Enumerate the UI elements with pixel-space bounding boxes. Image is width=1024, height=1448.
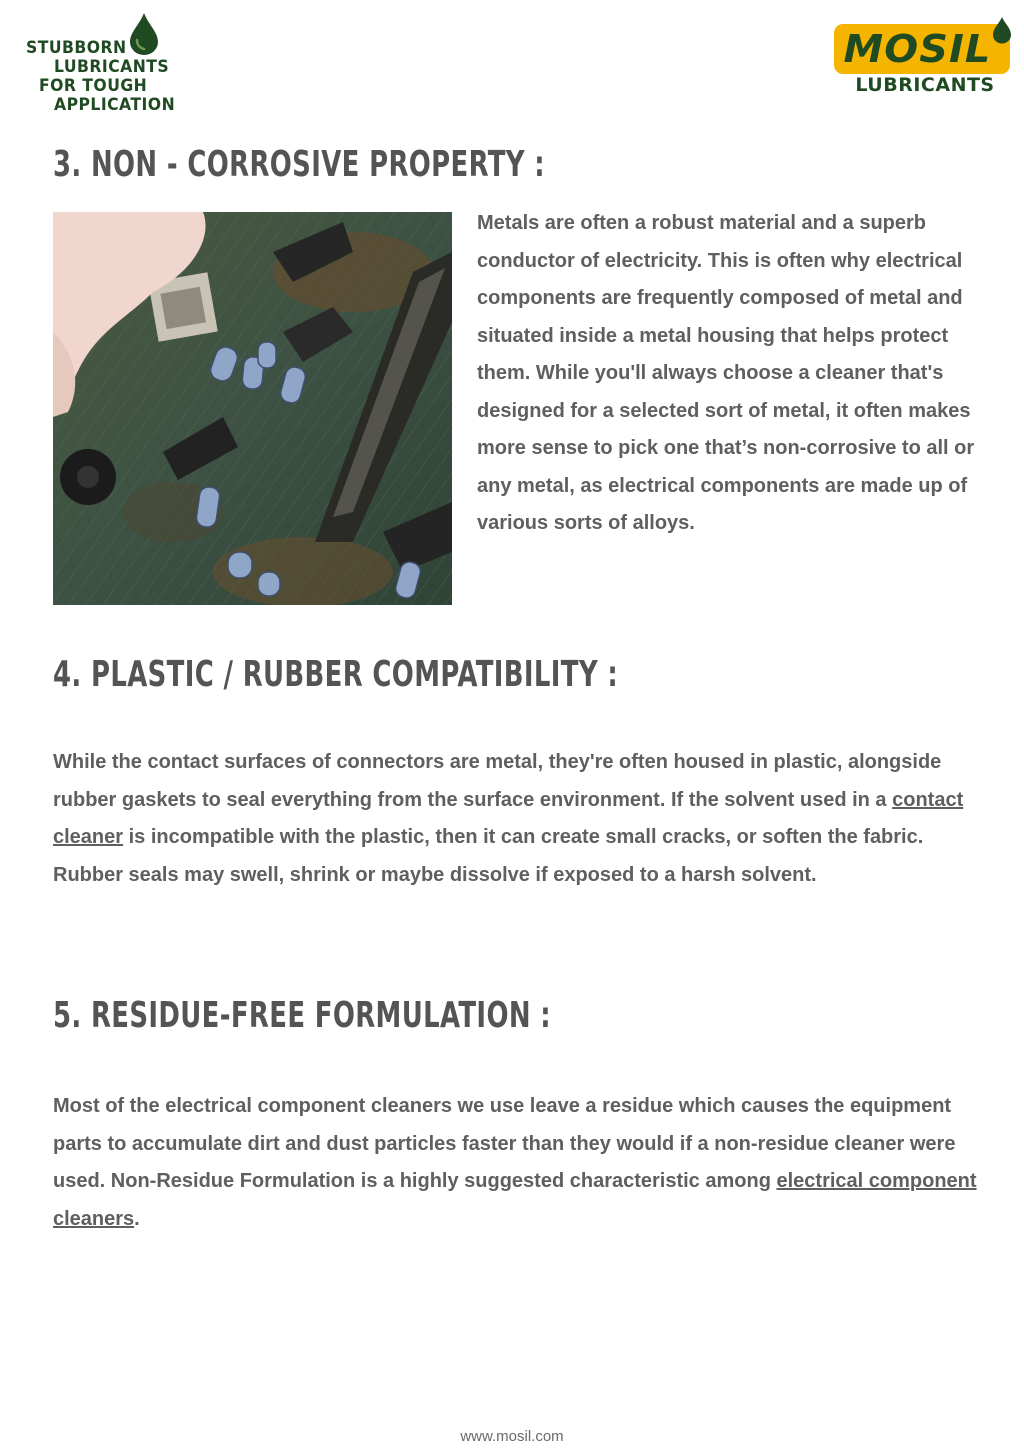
footer-url[interactable]: www.mosil.com [460, 1428, 564, 1445]
paragraph-text: Most of the electrical component cleaners we use leave a residue which causes the equipment parts to accumulate dirt and dust particles faster than they would if a non-residue cleaner were used. Non-Residue Formulation is a highly suggested characteristic among [53, 1095, 956, 1192]
brand-name: MOSIL [843, 27, 991, 71]
electrical-component-cleaners-link[interactable]: electrical component cleaners [53, 1170, 977, 1230]
section-text-plastic-rubber [53, 744, 993, 894]
tagline-line-4: APPLICATION [54, 95, 176, 115]
brand-subtitle: LUBRICANTS [855, 74, 995, 96]
section-heading-plastic-rubber: 4. PLASTIC / RUBBER COMPATIBILITY : [53, 654, 619, 695]
section-heading-residue-free: 5. RESIDUE-FREE FORMULATION : [53, 995, 552, 1036]
contact-cleaner-link[interactable]: contact cleaner [53, 788, 964, 848]
oil-drop-icon [128, 12, 160, 56]
mosil-logo[interactable] [832, 16, 1014, 96]
oil-drop-icon [992, 16, 1012, 44]
tagline-line-3: FOR TOUGH [39, 76, 148, 96]
section-text-residue-free [53, 1088, 998, 1238]
tagline-logo [26, 12, 201, 115]
section-heading-non-corrosive: 3. NON - CORROSIVE PROPERTY : [53, 144, 546, 185]
mosil-logo-badge [834, 24, 1010, 74]
tagline-line-2: LUBRICANTS [54, 57, 170, 77]
section-text-non-corrosive: Metals are often a robust material and a superb conductor of electricity. This is often why electrical components are frequently composed of metal and situated inside a metal housing that helps protect them. While you'll always choose a cleaner that's designed for a selected sort of metal, it often makes more sense to pick one that’s non-corrosive to all or any metal, as electrical components are made up of various sorts of alloys. [477, 212, 975, 534]
paragraph-text: . [134, 1207, 140, 1230]
paragraph-text: While the contact surfaces of connectors are metal, they're often housed in plastic, alongside rubber gaskets to seal everything from the surface environment. If the solvent used in a [53, 751, 942, 811]
tagline-line-1: STUBBORN [26, 38, 127, 58]
circuit-board-photo [53, 212, 452, 605]
paragraph-text: is incompatible with the plastic, then it can create small cracks, or soften the fabric. Rubber seals may swell, shrink or maybe dissolve if exposed to a harsh solvent. [53, 826, 924, 886]
